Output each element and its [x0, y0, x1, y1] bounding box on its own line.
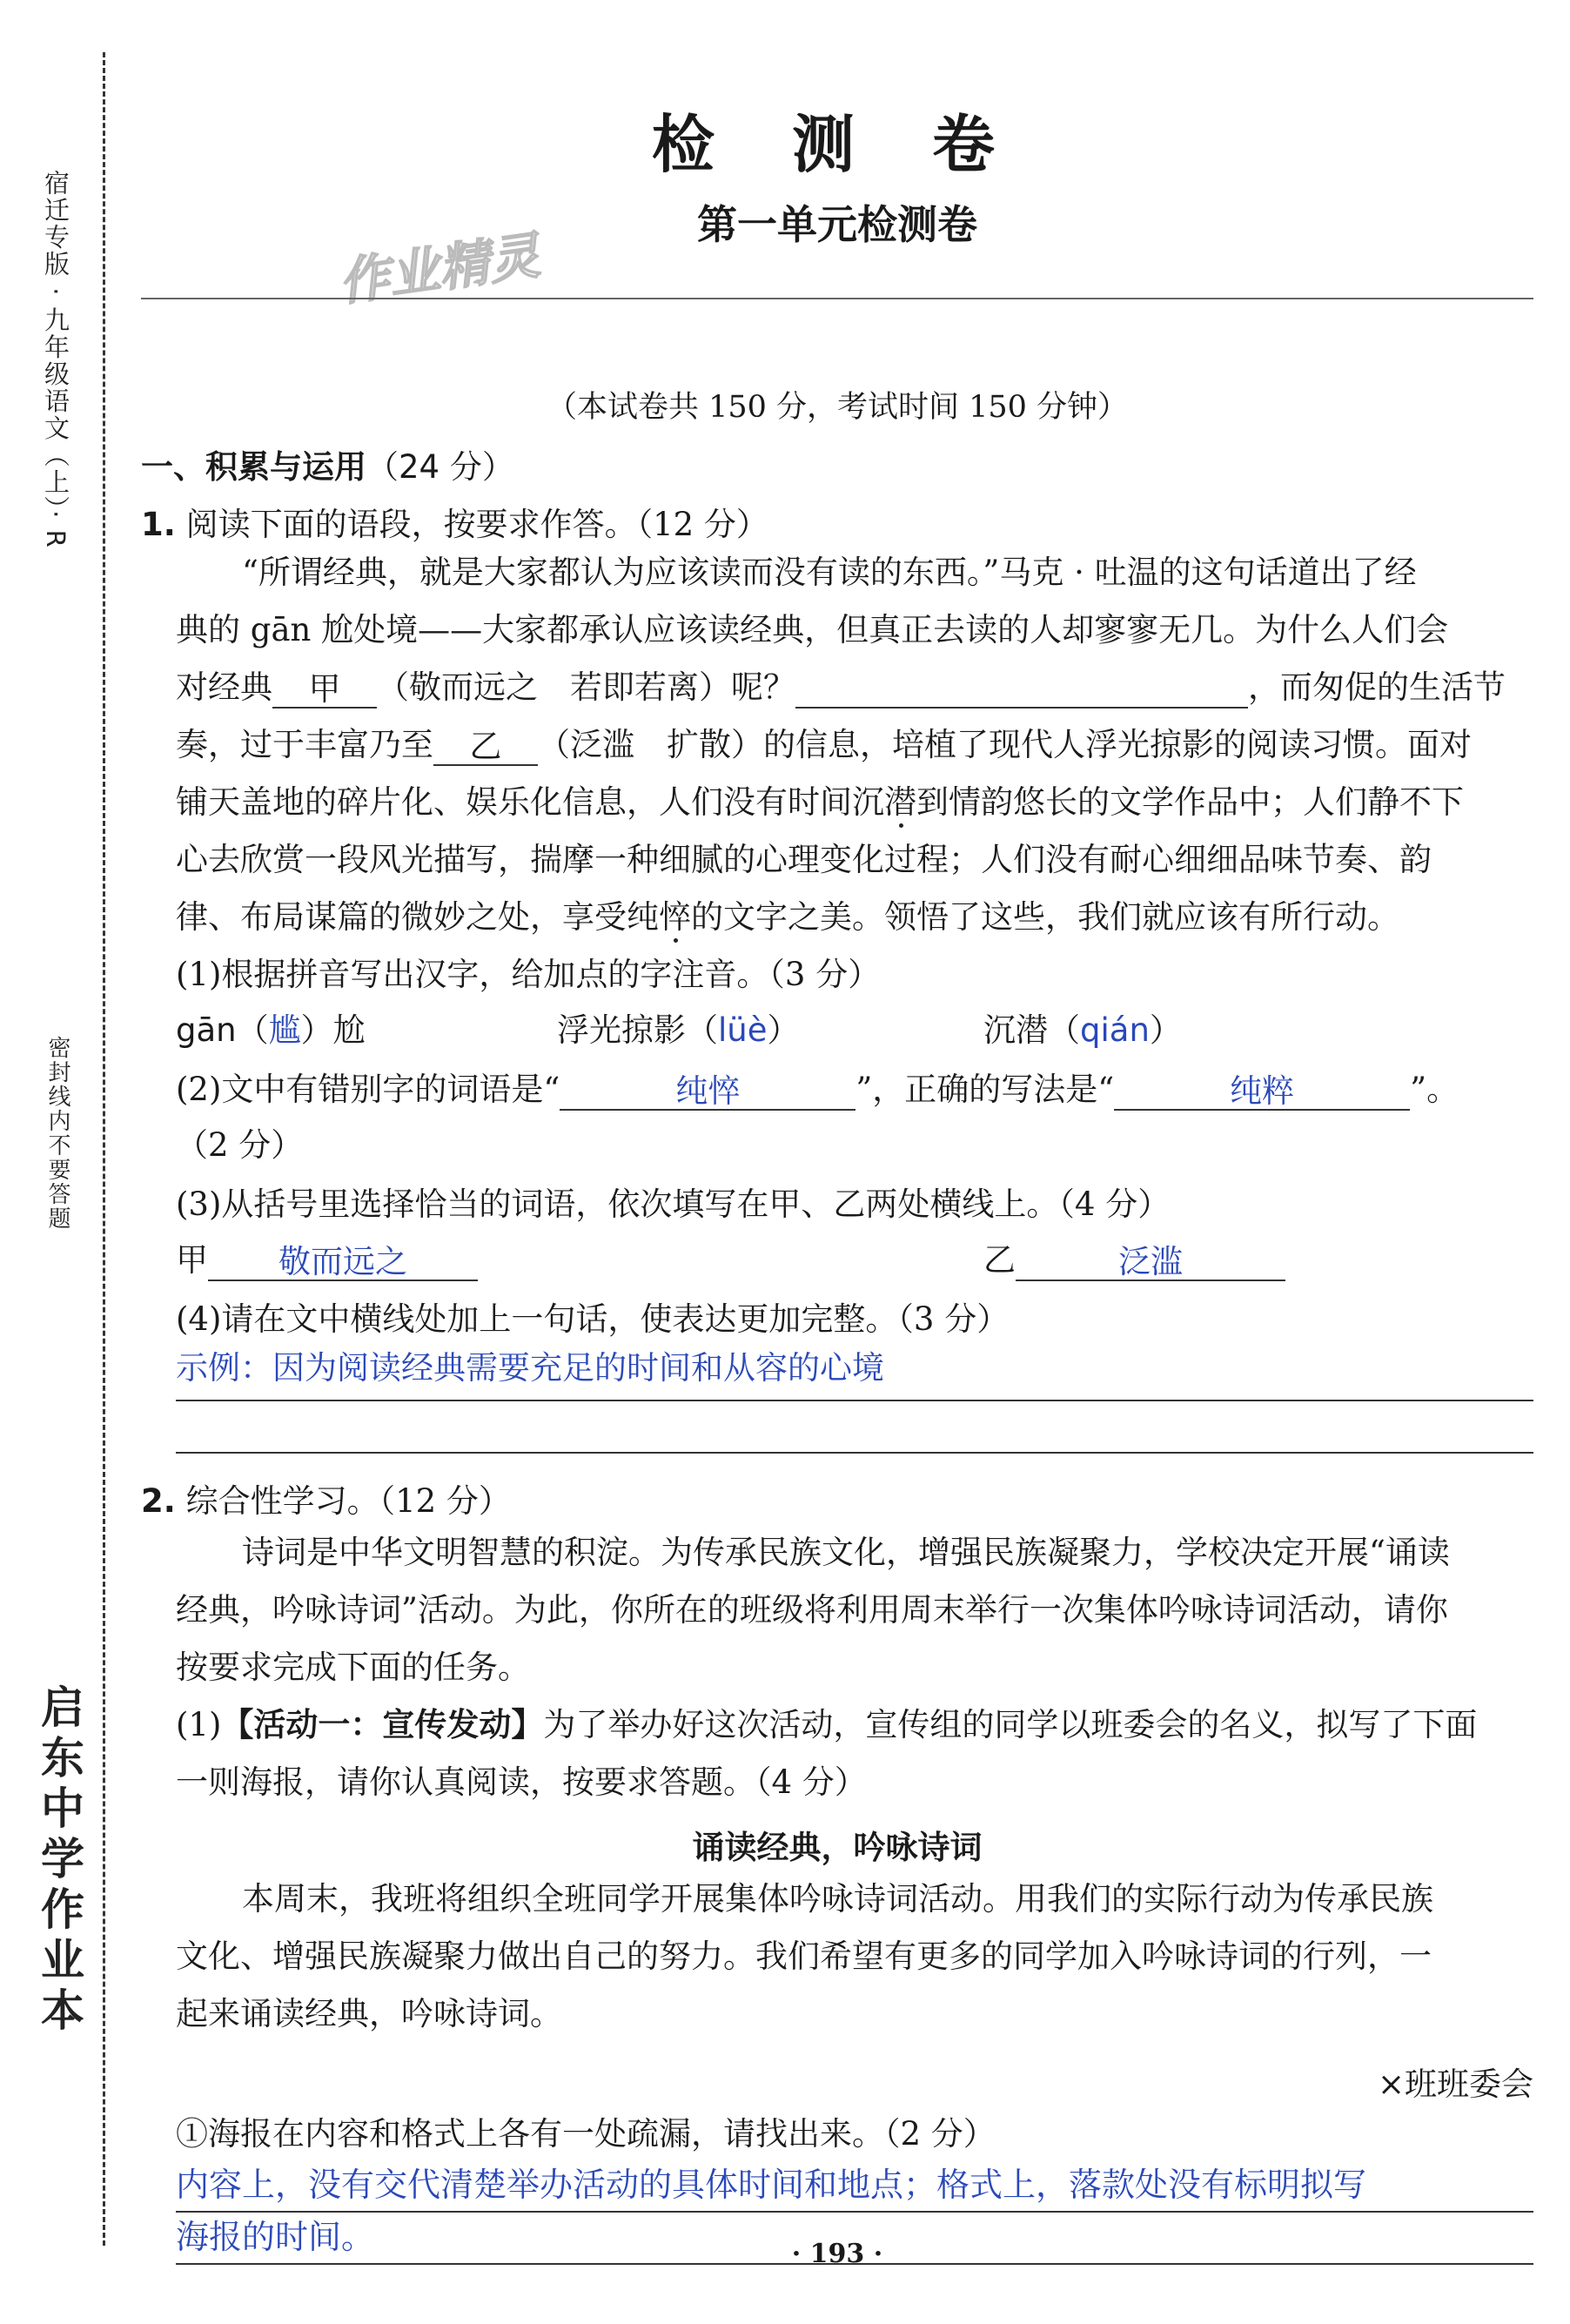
poster-line-3: 起来诵读经典，吟咏诗词。 [176, 1995, 562, 2032]
sub-question-2-score: （2 分） [176, 1126, 304, 1164]
book-info: 宿迁专版 · 九年级语文（上）· R [41, 170, 70, 549]
sub-task-1-answer-2: 海报的时间。 [176, 2218, 375, 2256]
blank-yi: 乙 [433, 726, 538, 766]
pinyin-answers: gān（尴）尬 [176, 1011, 366, 1049]
pinyin-qian: 沉潜（qián） [983, 1011, 1182, 1049]
answer-line-3 [176, 2211, 1533, 2213]
passage-line-2: 典的 gān 尬处境——大家都承认应该读经典，但真正去读的人却寥寥无几。为什么人们会 [176, 611, 1449, 648]
page-title: 检 测 卷 [651, 108, 1023, 181]
blank-sentence [795, 668, 1248, 709]
answer-line-1 [176, 1400, 1533, 1401]
poster-signature: ×班班委会 [1377, 2065, 1533, 2103]
answer-yi-row: 乙 泛滥 [983, 1239, 1285, 1281]
question-1-prompt: 1. 阅读下面的语段，按要求作答。（12 分） [141, 506, 768, 543]
passage-line-3: 对经典 甲 （敬而远之 若即若离）呢？ ，而匆促的生活节 [176, 668, 1506, 709]
answer-line-2 [176, 1452, 1533, 1454]
passage-line-5: 铺天盖地的碎片化、娱乐化信息，人们没有时间沉潜到情韵悠长的文学作品中；人们静不下 [176, 783, 1464, 821]
q2-line-3: 按要求完成下面的任务。 [176, 1649, 530, 1686]
activity-1-line-2: 一则海报，请你认真阅读，按要求答题。（4 分） [176, 1763, 867, 1801]
poster-title: 诵读经典，吟咏诗词 [692, 1829, 983, 1866]
sub-question-2: (2)文中有错别字的词语是“ 纯悴 ”，正确的写法是“ 纯粹 ”。 [176, 1071, 1459, 1111]
blank-jia: 甲 [272, 668, 377, 709]
answer-yi: 泛滥 [1016, 1241, 1285, 1281]
passage-line-6: 心去欣赏一段风光描写，揣摩一种细腻的心理变化过程；人们没有耐心细细品味节奏、韵 [176, 841, 1432, 878]
unit-subtitle: 第一单元检测卷 [697, 201, 977, 248]
sub-question-4: (4)请在文中横线处加上一句话，使表达更加完整。（3 分） [176, 1300, 1010, 1338]
pinyin-lue: 浮光掠影（lüè） [557, 1011, 800, 1049]
passage-line-4: 奏，过于丰富乃至 乙 （泛滥 扩散）的信息，培植了现代人浮光掠影的阅读习惯。面对 [176, 726, 1472, 766]
passage-line-1: “所谓经典，就是大家都认为应该读而没有读的东西。”马克 · 吐温的这句话道出了经 [242, 554, 1417, 591]
poster-line-1: 本周末，我班将组织全班同学开展集体吟咏诗词活动。用我们的实际行动为传承民族 [242, 1880, 1433, 1918]
publisher-name: 启东中学作业本 [34, 1684, 84, 2038]
passage-line-7: 律、布局谋篇的微妙之处，享受纯悴的文字之美。领悟了这些，我们就应该有所行动。 [176, 898, 1399, 936]
sub-task-1: ①海报在内容和格式上各有一处疏漏，请找出来。（2 分） [176, 2115, 996, 2153]
poster-line-2: 文化、增强民族凝聚力做出自己的努力。我们希望有更多的同学加入吟咏诗词的行列，一 [176, 1938, 1432, 1975]
binding-dashed-line [103, 52, 105, 2246]
sub-question-3: (3)从括号里选择恰当的词语，依次填写在甲、乙两处横线上。（4 分） [176, 1186, 1171, 1223]
activity-1-line: (1)【活动一：宣传发动】为了举办好这次活动，宣传组的同学以班委会的名义，拟写了下面 [176, 1706, 1478, 1743]
question-2-prompt: 2. 综合性学习。（12 分） [141, 1482, 511, 1520]
sub-task-1-answer-1: 内容上，没有交代清楚举办活动的具体时间和地点；格式上，落款处没有标明拟写 [176, 2166, 1367, 2204]
answer-correct-word: 纯粹 [1114, 1071, 1410, 1111]
answer-lue: lüè [718, 1011, 768, 1049]
answer-jia: 敬而远之 [208, 1241, 478, 1281]
section-heading: 一、积累与运用（24 分） [141, 448, 514, 486]
answer-wrong-word: 纯悴 [560, 1071, 855, 1111]
answer-sentence: 示例：因为阅读经典需要充足的时间和从容的心境 [176, 1349, 884, 1387]
seal-note: 密封线内不要答题 [44, 1036, 70, 1231]
answer-gan: 尴 [268, 1011, 301, 1049]
sub-question-1: (1)根据拼音写出汉字，给加点的字注音。（3 分） [176, 956, 881, 993]
exam-info: （本试卷共 150 分，考试时间 150 分钟） [546, 390, 1129, 425]
answer-jia-row: 甲 敬而远之 [176, 1239, 478, 1281]
header-rule [141, 298, 1533, 299]
watermark-logo: 作业精灵 [335, 225, 544, 312]
page-number: · 193 · [791, 2239, 883, 2269]
q2-line-1: 诗词是中华文明智慧的积淀。为传承民族文化，增强民族凝聚力，学校决定开展“诵读 [242, 1534, 1450, 1571]
answer-qian: qián [1080, 1011, 1150, 1049]
q2-line-2: 经典，吟咏诗词”活动。为此，你所在的班级将利用周末举行一次集体吟咏诗词活动，请你 [176, 1591, 1448, 1629]
